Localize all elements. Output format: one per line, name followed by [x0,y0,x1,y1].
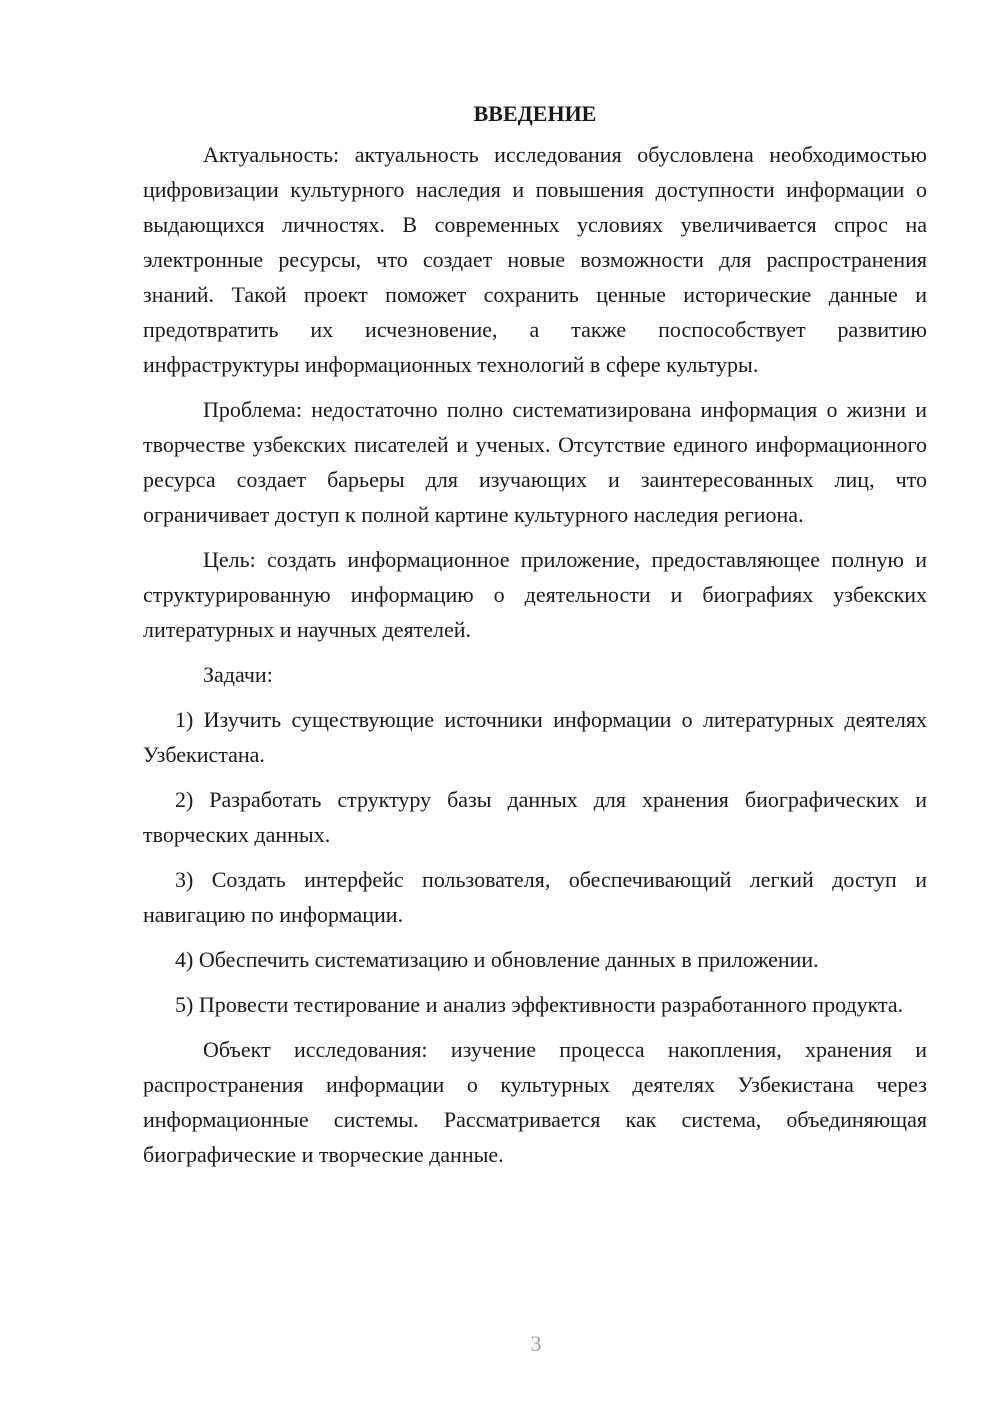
tasks-label: Задачи: [203,662,273,687]
task-item: 1) Изучить существующие источники информации о литературных деятелях Узбекистана. [143,707,927,767]
tasks-list [143,702,927,1022]
page-title: ВВЕДЕНИЕ [473,101,597,126]
relevance-paragraph: Актуальность: актуальность исследования обусловлена необходимостью цифровизации культурного наследия и повышения доступности информации о выдающихся личностях. В современных условиях увеличивается спрос на электронные ресурсы, что создает новые возможности для распространения знаний. Такой проект поможет сохранить ценные исторические данные и предотвратить их исчезновение, а также поспособствует развитию инфраструктуры информационных технологий в сфере культуры. [143,142,927,377]
problem-paragraph: Проблема: недостаточно полно систематизирована информация о жизни и творчестве узбекских писателей и ученых. Отсутствие единого информационного ресурса создает барьеры для изучающих и заинтересованных лиц, что ограничивает доступ к полной картине культурного наследия региона. [143,397,927,527]
task-item: 4) Обеспечить систематизацию и обновление данных в приложении. [175,947,819,972]
task-item: 3) Создать интерфейс пользователя, обеспечивающий легкий доступ и навигацию по информации. [143,867,927,927]
task-item: 2) Разработать структуру базы данных для хранения биографических и творческих данных. [143,787,927,847]
page-body [143,96,927,1182]
object-paragraph: Объект исследования: изучение процесса накопления, хранения и распространения информации о культурных деятелях Узбекистана через информационные системы. Рассматривается как система, объединяющая биографические и творческие данные. [143,1037,927,1167]
goal-paragraph: Цель: создать информационное приложение, предоставляющее полную и структурированную информацию о деятельности и биографиях узбекских литературных и научных деятелей. [143,547,927,642]
page-number: 3 [530,1331,542,1356]
task-item: 5) Провести тестирование и анализ эффективности разработанного продукта. [175,992,904,1017]
